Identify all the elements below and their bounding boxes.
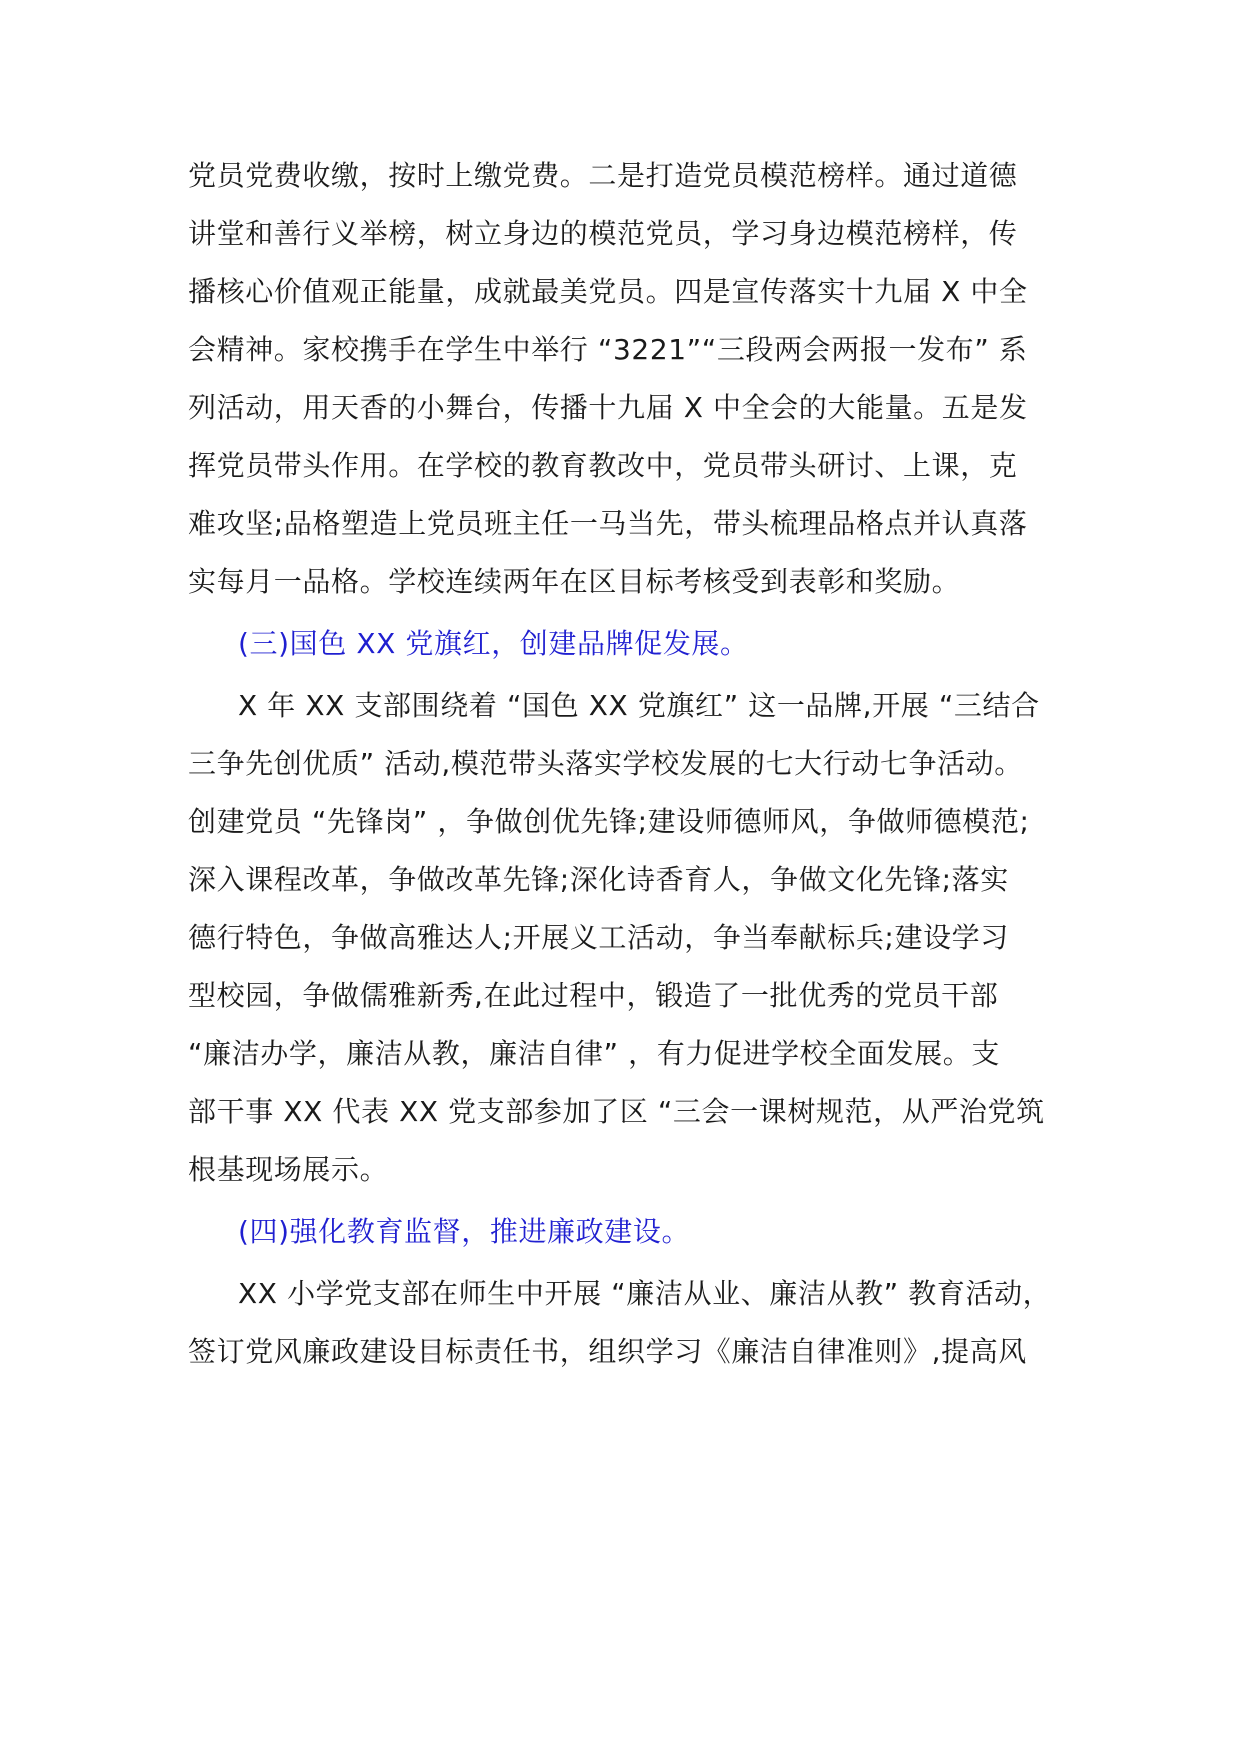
body-text-line: 难攻坚;品格塑造上党员班主任一马当先，带头梳理品格点并认真落	[188, 507, 1028, 540]
body-text-line: 列活动，用天香的小舞台，传播十九届 X 中全会的大能量。五是发	[188, 391, 1028, 424]
body-text-line: 三争先创优质” 活动,模范带头落实学校发展的七大行动七争活动。	[188, 747, 1023, 780]
paragraph-first-line: X 年 XX 支部围绕着 “国色 XX 党旗红” 这一品牌,开展 “三结合	[238, 689, 1040, 722]
body-text-line: 型校园，争做儒雅新秀,在此过程中，锻造了一批优秀的党员干部	[188, 979, 999, 1012]
body-text-line: 会精神。家校携手在学生中举行 “3221”“三段两会两报一发布” 系	[188, 333, 1028, 366]
paragraph-first-line: XX 小学党支部在师生中开展 “廉洁从业、廉洁从教” 教育活动，	[238, 1277, 1052, 1310]
body-text-line: 根基现场展示。	[188, 1153, 389, 1186]
body-text-line: 德行特色，争做高雅达人;开展义工活动，争当奉献标兵;建设学习	[188, 921, 1009, 954]
section-heading-3: (三)国色 XX 党旗红，创建品牌促发展。	[238, 627, 749, 660]
section-heading-4: (四)强化教育监督，推进廉政建设。	[238, 1215, 691, 1248]
body-text-line: 部干事 XX 代表 XX 党支部参加了区 “三会一课树规范，从严治党筑	[188, 1095, 1045, 1128]
body-text-line: 党员党费收缴，按时上缴党费。二是打造党员模范榜样。通过道德	[188, 159, 1018, 192]
body-text-line: 实每月一品格。学校连续两年在区目标考核受到表彰和奖励。	[188, 565, 961, 598]
body-text-line: 签订党风廉政建设目标责任书，组织学习《廉洁自律准则》,提高风	[188, 1335, 1027, 1368]
body-text-line: “廉洁办学，廉洁从教，廉洁自律” ，有力促进学校全面发展。支	[188, 1037, 1000, 1070]
body-text-line: 创建党员 “先锋岗” ，争做创优先锋;建设师德师风，争做师德模范;	[188, 805, 1030, 838]
body-text-line: 播核心价值观正能量，成就最美党员。四是宣传落实十九届 X 中全	[188, 275, 1028, 308]
body-text-line: 挥党员带头作用。在学校的教育教改中，党员带头研讨、上课，克	[188, 449, 1018, 482]
body-text-line: 讲堂和善行义举榜，树立身边的模范党员，学习身边模范榜样，传	[188, 217, 1018, 250]
body-text-line: 深入课程改革，争做改革先锋;深化诗香育人，争做文化先锋;落实	[188, 863, 1009, 896]
